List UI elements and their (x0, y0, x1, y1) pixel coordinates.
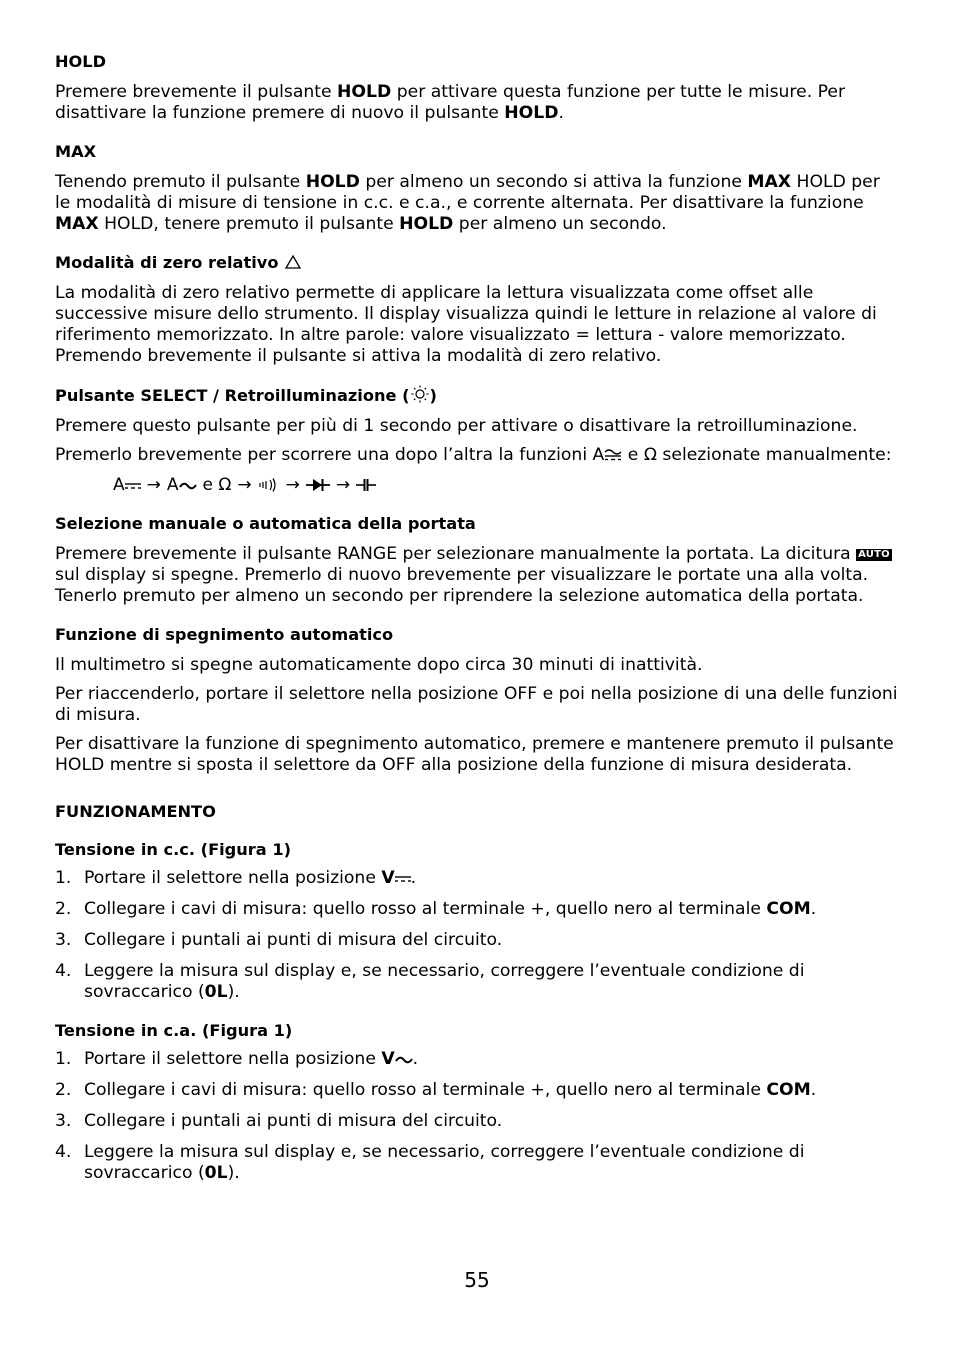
paragraph-auto-off-1: Il multimetro si spegne automaticamente dopo circa 30 minuti di inattività. (55, 655, 703, 675)
paragraph-auto-off-3: Per disattivare la funzione di spegnimento automatico, premere e mantenere premuto il pulsante HOLD mentre si sposta il selettore da OFF alla posizione della funzione di misura desiderata. (55, 734, 894, 775)
list-item: 2. Collegare i cavi di misura: quello rosso al terminale +, quello nero al terminale COM. (55, 1080, 817, 1100)
delta-icon (284, 254, 302, 270)
list-item: 1. Portare il selettore nella posizione V . (55, 868, 417, 888)
ac-symbol-icon (179, 480, 197, 492)
page-number: 55 (464, 1268, 490, 1292)
arrow-icon: → (285, 474, 300, 495)
heading-hold: HOLD (55, 52, 107, 71)
manual-page (55, 52, 900, 1184)
paragraph-backlight: Premere questo pulsante per più di 1 secondo per attivare o disattivare la retroilluminazione. (55, 416, 858, 436)
paragraph-select-cycle: Premerlo brevemente per scorrere una dopo l’altra la funzioni A e Ω selezionate manualmente: (55, 445, 892, 465)
arrow-icon: → (146, 474, 161, 495)
arrow-icon: → (237, 474, 252, 495)
heading-ac-voltage: Tensione in c.a. (Figura 1) (55, 1021, 293, 1040)
diode-icon (306, 478, 330, 492)
backlight-sun-icon (410, 385, 430, 403)
dc-symbol-icon (395, 873, 411, 885)
auto-display-badge: AUTO (858, 549, 890, 560)
seq-dc-current: A (113, 475, 141, 496)
paragraph-hold: Premere brevemente il pulsante HOLD per attivare questa funzione per tutte le misure. Per disattivare la funzione premere di nuovo il pulsante HOLD. (55, 82, 846, 123)
dc-steps-list (55, 868, 900, 1003)
heading-range: Selezione manuale o automatica della portata (55, 514, 476, 533)
paragraph-relative-zero: La modalità di zero relativo permette di applicare la lettura visualizzata come offset alle successive misure dello strumento. Il display visualizza quindi le letture in relazione al valore di riferimento memorizzato. In altre parole: valore visualizzato = lettura - valore memorizzato. Premendo brevemente il pulsante si attiva la modalità di zero relativo. (55, 283, 877, 366)
heading-operation: FUNZIONAMENTO (55, 802, 216, 821)
list-item: 3. Collegare i puntali ai punti di misura del circuito. (55, 1111, 503, 1131)
function-sequence (113, 474, 900, 496)
list-item: 2. Collegare i cavi di misura: quello rosso al terminale +, quello nero al terminale COM. (55, 899, 817, 919)
list-item: 3. Collegare i puntali ai punti di misura del circuito. (55, 930, 503, 950)
capacitor-icon (356, 478, 376, 492)
ac-symbol-icon (395, 1054, 413, 1066)
ac-steps-list (55, 1049, 900, 1184)
arrow-icon: → (335, 474, 351, 495)
ac-dc-symbol-icon (604, 448, 622, 462)
continuity-sound-icon (258, 478, 280, 492)
paragraph-max: Tenendo premuto il pulsante HOLD per almeno un secondo si attiva la funzione MAX HOLD per le modalità di misure di tensione in c.c. e c.a., e corrente alternata. Per disattivare la funzione MAX HOLD, tenere premuto il pulsante HOLD per almeno un secondo. (55, 172, 880, 234)
paragraph-range: Premere brevemente il pulsante RANGE per selezionare manualmente la portata. La dicitura AUTO sul display si spegne. Premerlo di nuovo brevemente per visualizzare le portate una alla volta. Tenerlo premuto per almeno un secondo per riprendere la selezione automatica della portata. (55, 544, 890, 606)
heading-select-backlight: Pulsante SELECT / Retroilluminazione ( ) (55, 386, 437, 405)
list-item: 1. Portare il selettore nella posizione V . (55, 1049, 419, 1069)
heading-max: MAX (55, 142, 97, 161)
paragraph-auto-off-2: Per riaccenderlo, portare il selettore nella posizione OFF e poi nella posizione di una delle funzioni di misura. (55, 684, 898, 725)
list-item: 4. Leggere la misura sul display e, se necessario, correggere l’eventuale condizione di sovraccarico (0L). (55, 961, 805, 1002)
heading-dc-voltage: Tensione in c.c. (Figura 1) (55, 840, 291, 859)
seq-ac-current: A (167, 475, 197, 496)
list-item: 4. Leggere la misura sul display e, se necessario, correggere l’eventuale condizione di sovraccarico (0L). (55, 1142, 805, 1183)
dc-symbol-icon (125, 480, 141, 492)
seq-ohm: e Ω (202, 474, 232, 495)
heading-auto-power-off: Funzione di spegnimento automatico (55, 625, 394, 644)
heading-relative-zero: Modalità di zero relativo (55, 253, 900, 273)
